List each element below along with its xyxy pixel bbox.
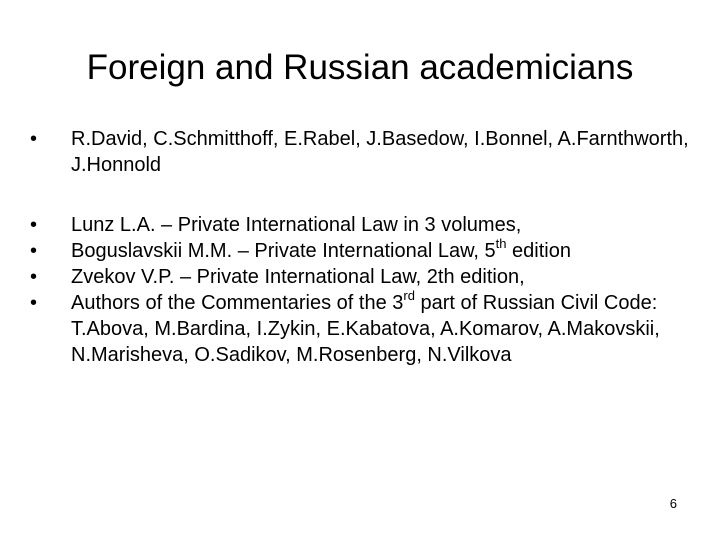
bullet-text: Lunz L.A. – Private International Law in 3 volumes, xyxy=(71,214,522,236)
bullet-text-before: Boguslavskii M.M. – Private International Law, 5 xyxy=(71,240,496,262)
bullet-item-zvekov xyxy=(30,264,710,290)
bullet-text-after: edition xyxy=(506,240,571,262)
page-number: 6 xyxy=(669,496,677,511)
bullet-text: R.David, C.Schmitthoff, E.Rabel, J.Basedow, I.Bonnel, A.Farnthworth, J.Honnold xyxy=(71,128,689,176)
bullet-icon: • xyxy=(30,266,38,288)
bullet-text: Zvekov V.P. – Private International Law, 2th edition, xyxy=(71,266,525,288)
bullet-icon: • xyxy=(30,240,38,262)
bullet-icon: • xyxy=(30,292,38,314)
slide-title: Foreign and Russian academicians xyxy=(86,48,634,87)
bullet-text-before: Authors of the Commentaries of the 3 xyxy=(71,292,404,314)
ordinal-suffix: th xyxy=(495,236,507,252)
bullet-text-after: part of Russian Civil Code: T.Abova, M.Bardina, I.Zykin, E.Kabatova, A.Komarov, A.Makovskii, N.Marisheva, O.Sadikov, M.Rosenberg, N.Vilkova xyxy=(71,292,660,366)
bullet-icon: • xyxy=(30,128,38,150)
bullet-icon: • xyxy=(30,214,38,236)
ordinal-suffix: rd xyxy=(403,288,415,304)
bullet-item-commentaries-authors xyxy=(30,290,710,368)
bullet-item-boguslavskii xyxy=(30,238,710,264)
bullet-item-foreign-academicians xyxy=(30,126,710,178)
bullet-item-lunz xyxy=(30,212,710,238)
bullet-list xyxy=(30,126,710,368)
